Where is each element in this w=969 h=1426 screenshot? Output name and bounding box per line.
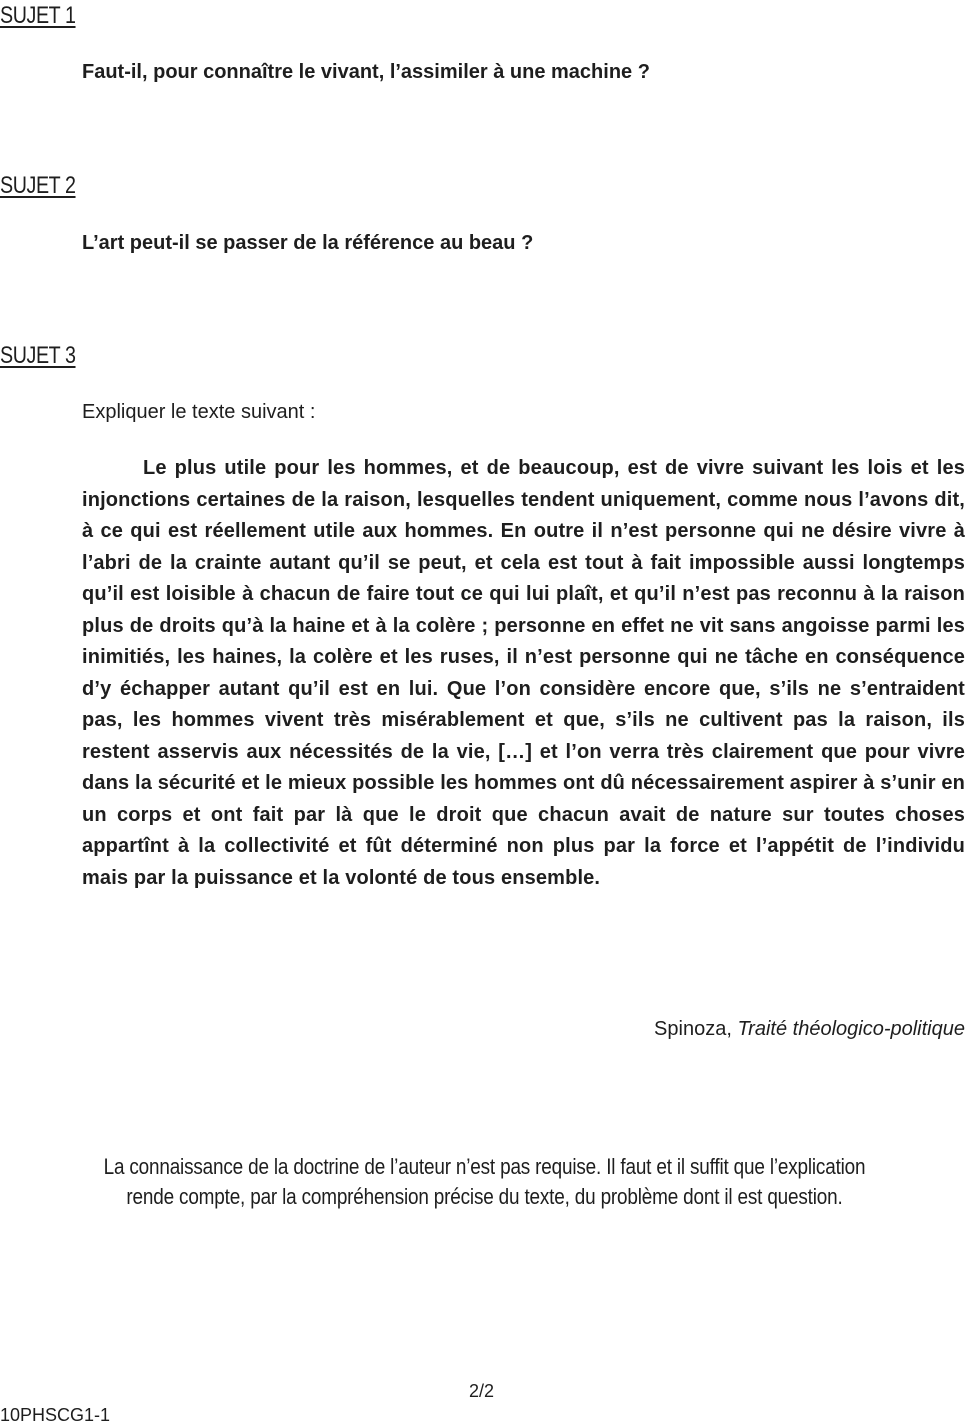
sujet-1-heading: SUJET 1 (0, 2, 76, 29)
exam-note-line-2: rende compte, par la compréhension précise du texte, du problème dont il est question. (126, 1184, 843, 1209)
citation-work: Traité théologico-politique (737, 1018, 965, 1040)
citation (654, 1015, 965, 1043)
exam-note-line-1: La connaissance de la doctrine de l’auteur n’est pas requise. Il faut et il suffit que l’explication (103, 1154, 866, 1179)
sujet-3-instruction: Expliquer le texte suivant : (82, 401, 316, 423)
sujet-2-question: L’art peut-il se passer de la référence au beau ? (82, 232, 534, 254)
sujet-3-passage: Le plus utile pour les hommes, et de beaucoup, est de vivre suivant les lois et les injonctions certaines de la raison, lesquelles tendent uniquement, comme nous l’avons dit, à ce qui est réellement utile aux hommes. En outre il n’est personne qui ne désire vivre à l’abri de la crainte autant qu’il se peut, et cela est tout à fait impossible aussi longtemps qu’il est loisible à chacun de faire tout ce qui lui plaît, et qu’il n’est pas reconnu à la raison plus de droits qu’à la haine et à la colère ; personne en effet ne vit sans angoisse parmi les inimitiés, les haines, la colère et les ruses, il n’est personne qui ne tâche en conséquence d’y échapper autant qu’il est en lui. Que l’on considère encore que, s’ils ne s’entraident pas, les hommes vivent très misérablement et que, s’ils ne cultivent pas la raison, ils restent asservis aux nécessités de la vie, […] et l’on verra très clairement que pour vivre dans la sécurité et le mieux possible les hommes ont dû nécessairement aspirer à s’unir en un corps et ont fait par là que le droit que chacun avait de nature sur toutes choses appartînt à la collectivité et fût déterminé non plus par la force et l’appétit de l’individu mais par la puissance et la volonté de tous ensemble. (82, 457, 965, 889)
citation-author: Spinoza, (654, 1018, 732, 1040)
page-number (0, 1380, 969, 1402)
sujet-2-heading: SUJET 2 (0, 172, 76, 199)
exam-note (68, 1152, 901, 1212)
subject-code: 10PHSCG1-1 (0, 1405, 111, 1425)
page-number-text: 2/2 (468, 1381, 495, 1401)
sujet-1-question: Faut-il, pour connaître le vivant, l’assimiler à une machine ? (82, 61, 650, 83)
sujet-3-heading: SUJET 3 (0, 342, 76, 369)
